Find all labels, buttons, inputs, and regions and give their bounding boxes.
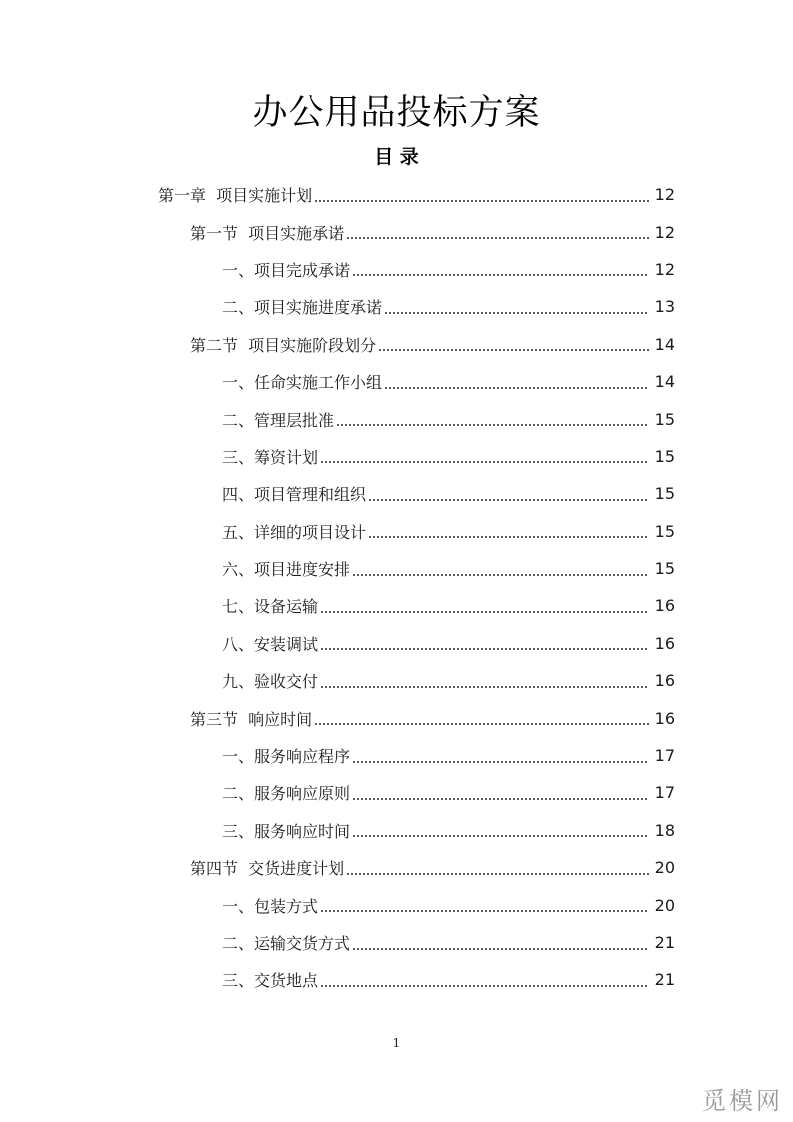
toc-entry[interactable] xyxy=(0,699,793,736)
toc-entry-title: 八、安装调试 xyxy=(222,634,319,654)
toc-entry[interactable] xyxy=(0,326,793,363)
toc-entry-title: 六、项目进度安排 xyxy=(222,560,351,580)
toc-entry[interactable] xyxy=(0,363,793,400)
toc-entry-title: 一、服务响应程序 xyxy=(222,747,351,767)
toc-entry-title: 七、设备运输 xyxy=(222,597,319,617)
toc-entry[interactable] xyxy=(0,288,793,325)
toc-entry-title: 第四节 交货进度计划 xyxy=(190,859,345,879)
toc-entry-page: 21 xyxy=(654,970,675,990)
toc-entry-page: 15 xyxy=(654,521,675,541)
toc-entry-title: 一、任命实施工作小组 xyxy=(222,373,383,393)
toc-entry-title: 五、详细的项目设计 xyxy=(222,522,367,542)
toc-entry[interactable] xyxy=(0,251,793,288)
toc-entry[interactable] xyxy=(0,513,793,550)
toc-entry-title: 二、服务响应原则 xyxy=(222,784,351,804)
toc-entry-page: 16 xyxy=(654,596,675,616)
toc-entry-title: 一、项目完成承诺 xyxy=(222,260,351,280)
toc-entry[interactable] xyxy=(0,662,793,699)
toc-dot-leader xyxy=(352,574,649,576)
toc-dot-leader xyxy=(378,349,649,351)
toc-dot-leader xyxy=(368,499,649,501)
toc-entry-page: 12 xyxy=(654,259,675,279)
toc-entry-title: 九、验收交付 xyxy=(222,672,319,692)
toc-entry[interactable] xyxy=(0,774,793,811)
toc-heading: 目 录 xyxy=(374,146,419,168)
toc-dot-leader xyxy=(320,461,649,463)
toc-entry-title: 二、运输交货方式 xyxy=(222,934,351,953)
toc-entry-title: 第二节 项目实施阶段划分 xyxy=(190,335,377,355)
toc-dot-leader xyxy=(368,536,649,538)
toc-entry-page: 12 xyxy=(654,222,675,242)
toc-entry[interactable] xyxy=(0,213,793,250)
toc-dot-leader xyxy=(352,761,649,763)
toc-dot-leader xyxy=(384,387,649,389)
toc-entry-title: 二、管理层批准 xyxy=(222,410,335,430)
document-title: 办公用品投标方案 xyxy=(252,93,541,133)
toc-entry-page: 17 xyxy=(654,783,675,803)
toc-entry-page: 14 xyxy=(654,334,675,354)
toc-entry-title: 三、交货地点 xyxy=(222,971,319,991)
toc-dot-leader xyxy=(346,237,649,239)
toc-entry[interactable] xyxy=(0,550,793,587)
toc-entry-title: 三、服务响应时间 xyxy=(222,821,351,841)
table-of-contents xyxy=(0,176,793,999)
toc-entry-title: 三、筹资计划 xyxy=(222,447,319,467)
toc-dot-leader xyxy=(384,312,649,314)
toc-dot-leader xyxy=(352,274,649,276)
toc-entry-page: 15 xyxy=(654,484,675,504)
toc-dot-leader xyxy=(314,723,649,725)
toc-entry-page: 18 xyxy=(654,820,675,840)
toc-entry-title: 一、包装方式 xyxy=(222,896,319,916)
toc-entry[interactable] xyxy=(0,924,793,961)
toc-entry[interactable] xyxy=(0,438,793,475)
toc-entry-page: 20 xyxy=(654,858,675,878)
toc-entry-title: 第三节 响应时间 xyxy=(190,709,313,729)
toc-entry[interactable] xyxy=(0,400,793,437)
toc-entry-title: 第一章 项目实施计划 xyxy=(158,186,313,206)
toc-entry[interactable] xyxy=(0,961,793,998)
toc-entry[interactable] xyxy=(0,587,793,624)
toc-dot-leader xyxy=(320,611,649,613)
toc-dot-leader xyxy=(352,948,649,950)
toc-entry-title: 第一节 项目实施承诺 xyxy=(190,223,345,243)
toc-dot-leader xyxy=(314,200,649,202)
toc-entry[interactable] xyxy=(0,886,793,923)
toc-dot-leader xyxy=(320,686,649,688)
toc-entry[interactable] xyxy=(0,176,793,213)
toc-dot-leader xyxy=(320,648,649,650)
toc-entry-page: 16 xyxy=(654,633,675,653)
toc-dot-leader xyxy=(352,835,649,837)
toc-entry[interactable] xyxy=(0,737,793,774)
toc-entry[interactable] xyxy=(0,849,793,886)
toc-entry-page: 20 xyxy=(654,895,675,915)
toc-entry-title: 二、项目实施进度承诺 xyxy=(222,298,383,318)
toc-dot-leader xyxy=(320,910,649,912)
toc-entry[interactable] xyxy=(0,625,793,662)
toc-entry-page: 17 xyxy=(654,746,675,766)
toc-dot-leader xyxy=(320,985,649,987)
toc-entry-page: 13 xyxy=(654,297,675,317)
toc-entry-page: 12 xyxy=(654,185,675,205)
toc-entry-page: 16 xyxy=(654,671,675,691)
toc-entry-title: 四、项目管理和组织 xyxy=(222,485,367,505)
toc-dot-leader xyxy=(336,424,649,426)
toc-entry-page: 14 xyxy=(654,372,675,392)
toc-entry-page: 15 xyxy=(654,559,675,579)
toc-entry-page: 15 xyxy=(654,446,675,466)
toc-dot-leader xyxy=(346,873,649,875)
toc-entry-page: 21 xyxy=(654,933,675,952)
page-number: 1 xyxy=(392,1036,401,1050)
toc-entry-page: 15 xyxy=(654,409,675,429)
toc-entry[interactable] xyxy=(0,475,793,512)
toc-dot-leader xyxy=(352,798,649,800)
toc-entry-page: 16 xyxy=(654,708,675,728)
toc-entry[interactable] xyxy=(0,812,793,849)
watermark: 觅模网 xyxy=(702,1087,783,1115)
